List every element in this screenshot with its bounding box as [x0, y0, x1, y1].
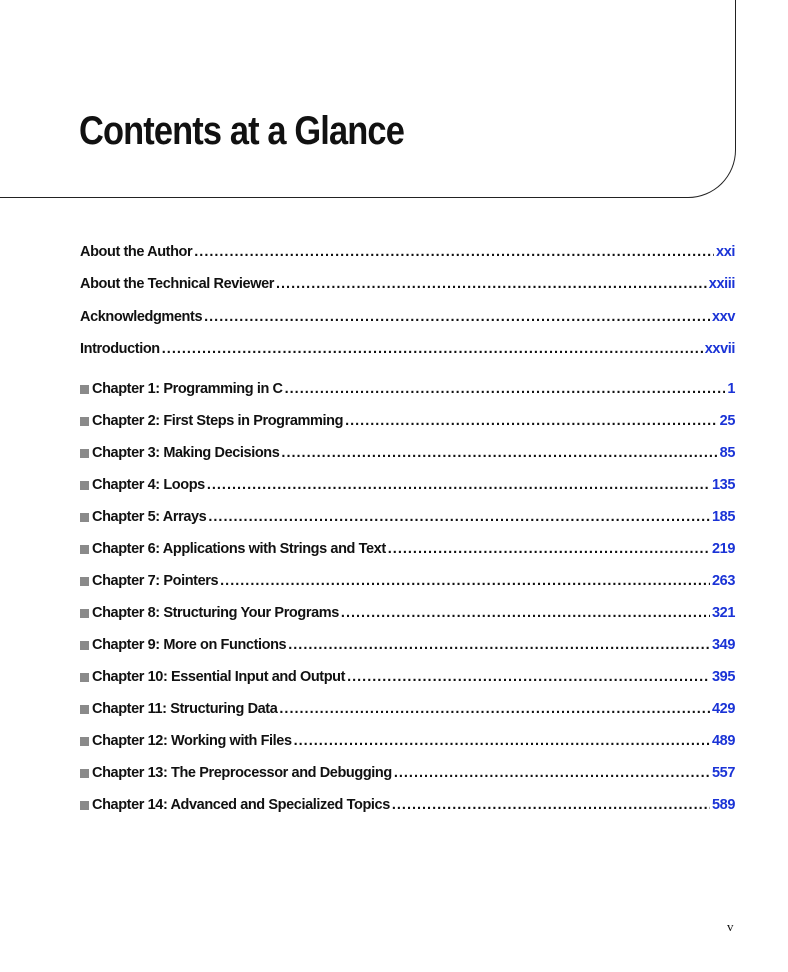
toc-entry-chapter-9[interactable] — [80, 634, 735, 656]
toc-entry-label: Chapter 10: Essential Input and Output — [92, 669, 346, 685]
toc-page-link[interactable]: 557 — [712, 765, 735, 781]
dot-leader — [347, 666, 710, 688]
dot-leader — [285, 378, 726, 400]
toc-entry-chapter-7[interactable] — [80, 570, 735, 592]
square-bullet-icon — [80, 641, 89, 650]
dot-leader — [281, 442, 717, 464]
toc-entry-chapter-6[interactable] — [80, 538, 735, 560]
toc-entry-chapter-10[interactable] — [80, 666, 735, 688]
toc-entry-label: Chapter 7: Pointers — [92, 573, 219, 589]
square-bullet-icon — [80, 449, 89, 458]
toc-entry-label: Chapter 8: Structuring Your Programs — [92, 605, 339, 621]
toc-page-link[interactable]: 85 — [719, 445, 735, 461]
toc-page-link[interactable]: 1 — [727, 381, 735, 397]
dot-leader — [388, 538, 710, 560]
toc-page-link[interactable]: xxiii — [708, 276, 735, 292]
square-bullet-icon — [80, 385, 89, 394]
toc-entry-label: Chapter 1: Programming in C — [92, 381, 283, 397]
dot-leader — [392, 794, 710, 816]
page-title: Contents at a Glance — [79, 109, 404, 153]
toc-entry-chapter-2[interactable] — [80, 410, 735, 432]
square-bullet-icon — [80, 801, 89, 810]
toc-entry-chapter-3[interactable] — [80, 442, 735, 464]
dot-leader — [294, 730, 710, 752]
toc-page-link[interactable]: xxv — [712, 309, 735, 325]
toc-page-link[interactable]: 489 — [712, 733, 735, 749]
dot-leader — [341, 602, 710, 624]
toc-page-link[interactable]: 135 — [712, 477, 735, 493]
toc-entry-label: Acknowledgments — [80, 309, 203, 325]
toc-entry-label: Chapter 14: Advanced and Specialized Topics — [92, 797, 390, 813]
toc-entry-label: About the Technical Reviewer — [80, 276, 274, 292]
dot-leader — [204, 306, 710, 328]
toc-entry-chapter-5[interactable] — [80, 506, 735, 528]
dot-leader — [208, 506, 710, 528]
toc-entry-label: Chapter 9: More on Functions — [92, 637, 287, 653]
toc-page-link[interactable]: xxi — [716, 244, 735, 260]
dot-leader — [288, 634, 710, 656]
toc-entry-chapter-11[interactable] — [80, 698, 735, 720]
dot-leader — [207, 474, 710, 496]
toc-entry-chapter-14[interactable] — [80, 794, 735, 816]
toc-page-link[interactable]: 25 — [719, 413, 735, 429]
square-bullet-icon — [80, 769, 89, 778]
dot-leader — [345, 410, 718, 432]
dot-leader — [279, 698, 710, 720]
dot-leader — [394, 762, 710, 784]
toc-page-link[interactable]: 185 — [712, 509, 735, 525]
toc-entry-label: Chapter 6: Applications with Strings and Text — [92, 541, 386, 557]
square-bullet-icon — [80, 609, 89, 618]
toc-entry-about-reviewer[interactable] — [80, 273, 735, 295]
square-bullet-icon — [80, 577, 89, 586]
toc-page-link[interactable]: 321 — [712, 605, 735, 621]
toc-page-link[interactable]: 263 — [712, 573, 735, 589]
toc-entry-introduction[interactable] — [80, 338, 735, 360]
dot-leader — [220, 570, 710, 592]
toc-entry-chapter-4[interactable] — [80, 474, 735, 496]
toc-page-link[interactable]: 429 — [712, 701, 735, 717]
toc-entry-label: Chapter 12: Working with Files — [92, 733, 292, 749]
toc-entry-acknowledgments[interactable] — [80, 306, 735, 328]
toc-entry-label: Chapter 2: First Steps in Programming — [92, 413, 344, 429]
page-number: v — [727, 919, 734, 934]
toc-entry-label: Chapter 5: Arrays — [92, 509, 207, 525]
toc-entry-chapter-1[interactable] — [80, 378, 735, 400]
toc-entry-about-author[interactable] — [80, 241, 735, 263]
toc-page-link[interactable]: 219 — [712, 541, 735, 557]
toc-entry-label: About the Author — [80, 244, 193, 260]
square-bullet-icon — [80, 673, 89, 682]
dot-leader — [162, 338, 703, 360]
toc-entry-label: Chapter 11: Structuring Data — [92, 701, 278, 717]
toc-entry-label: Introduction — [80, 341, 160, 357]
toc-page-link[interactable]: 395 — [712, 669, 735, 685]
toc-entry-label: Chapter 3: Making Decisions — [92, 445, 280, 461]
dot-leader — [276, 273, 707, 295]
toc-entry-chapter-13[interactable] — [80, 762, 735, 784]
toc-page-link[interactable]: 349 — [712, 637, 735, 653]
square-bullet-icon — [80, 705, 89, 714]
toc-entry-chapter-12[interactable] — [80, 730, 735, 752]
square-bullet-icon — [80, 417, 89, 426]
dot-leader — [194, 241, 714, 263]
square-bullet-icon — [80, 737, 89, 746]
square-bullet-icon — [80, 513, 89, 522]
toc-page-link[interactable]: 589 — [712, 797, 735, 813]
square-bullet-icon — [80, 545, 89, 554]
square-bullet-icon — [80, 481, 89, 490]
header-frame — [0, 0, 736, 198]
toc-entry-label: Chapter 4: Loops — [92, 477, 205, 493]
toc-page-link[interactable]: xxvii — [704, 341, 735, 357]
toc-entry-label: Chapter 13: The Preprocessor and Debugging — [92, 765, 392, 781]
toc-entry-chapter-8[interactable] — [80, 602, 735, 624]
